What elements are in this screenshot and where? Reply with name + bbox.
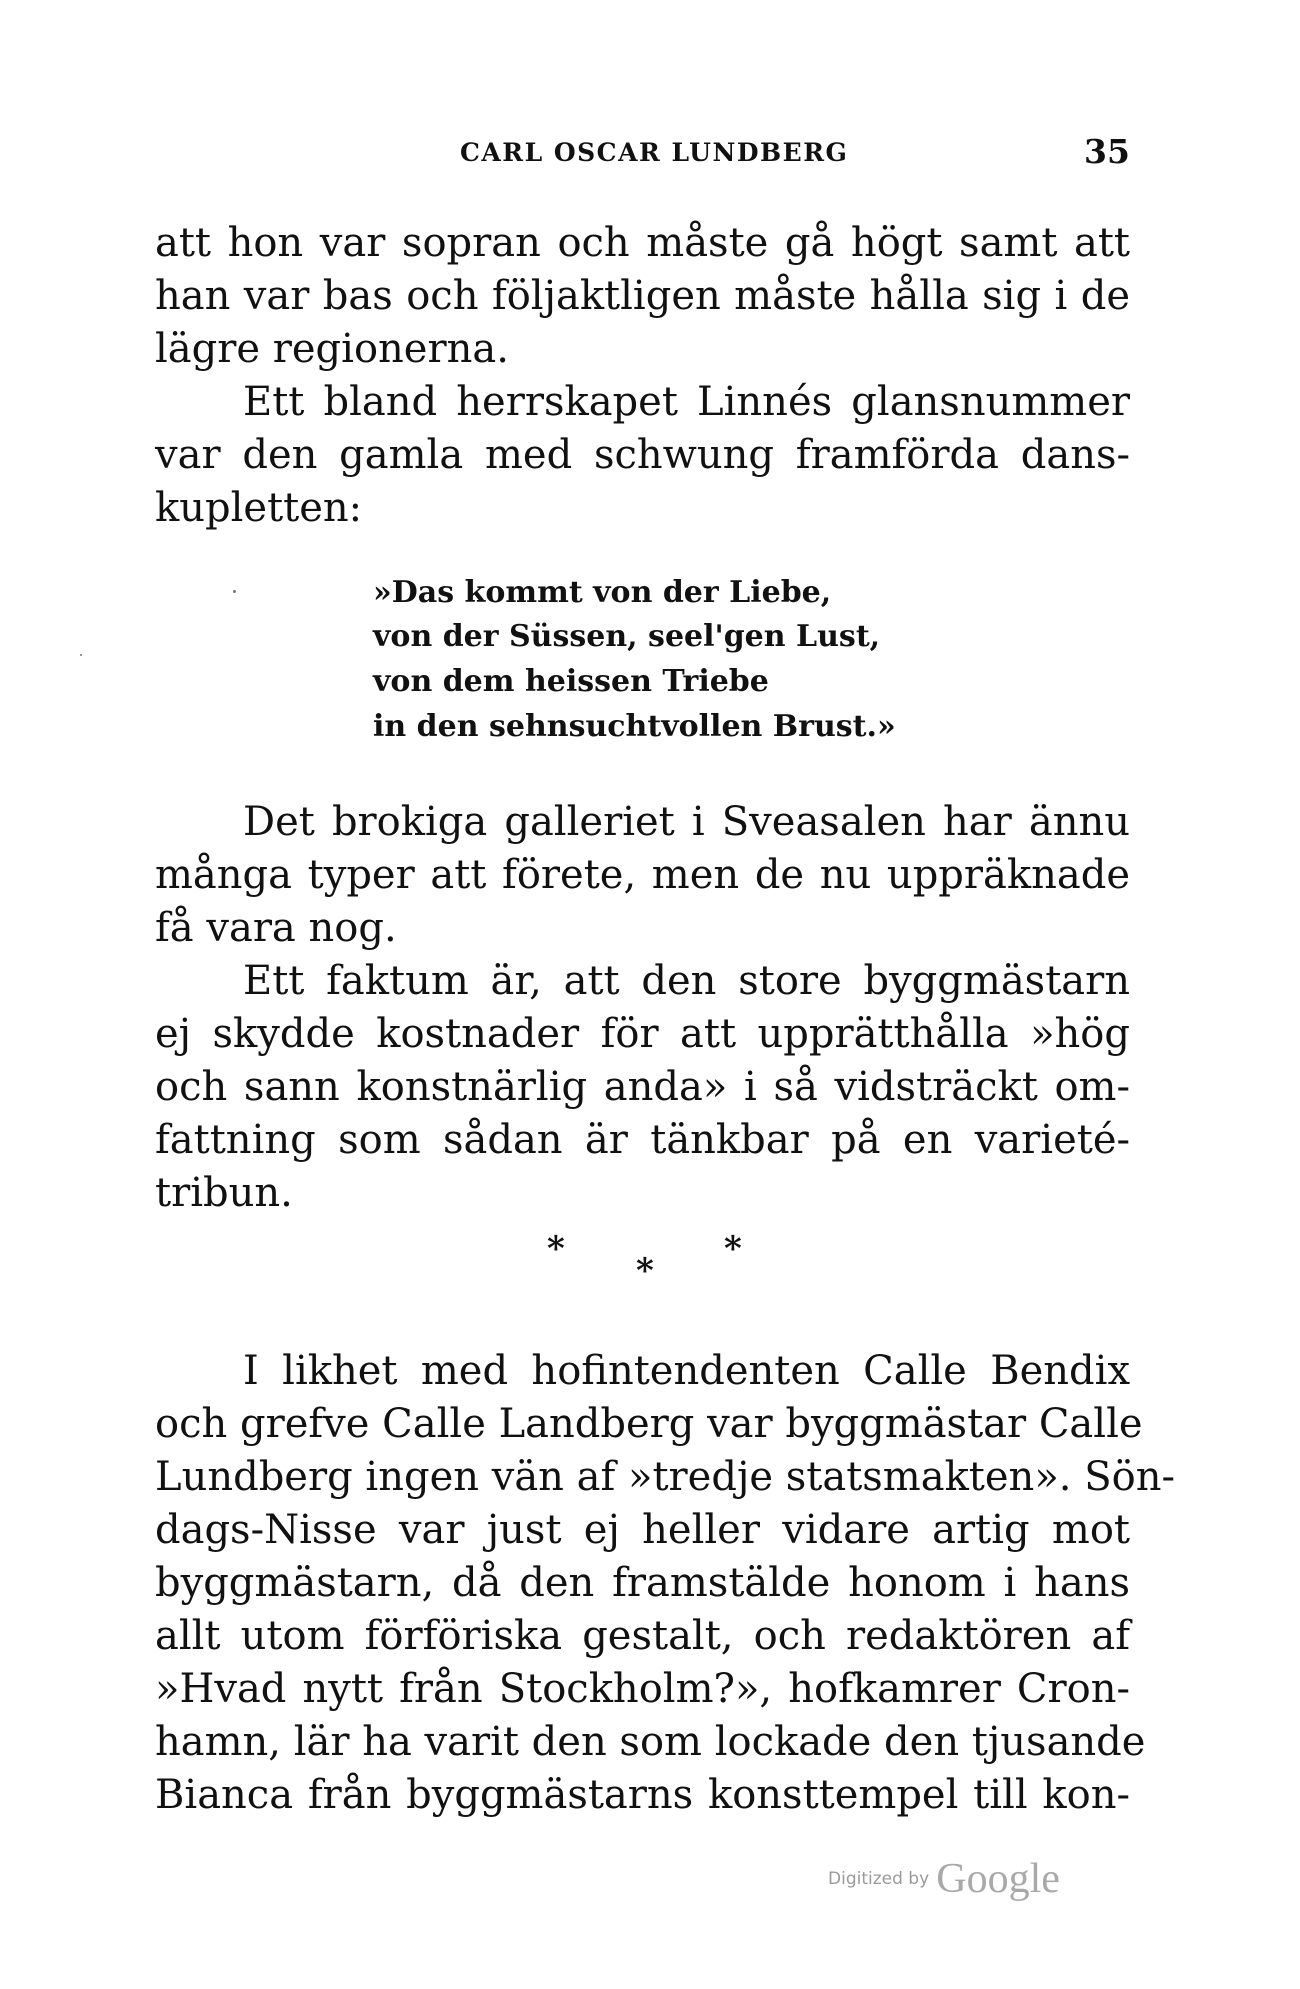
verse-line: »Das kommt von der Liebe,	[373, 575, 832, 610]
text-line: Det brokiga galleriet i Sveasalen har ännu	[243, 799, 1130, 845]
verse-line: in den sehnsuchtvollen Brust.»	[373, 709, 896, 744]
text-line: många typer att förete, men de nu uppräknade	[155, 852, 1130, 898]
text-line: »Hvad nytt från Stockholm?», hofkamrer Cron-	[155, 1666, 1130, 1712]
text-line: att hon var sopran och måste gå högt samt att	[155, 220, 1130, 266]
text-line: Bianca från byggmästarns konsttempel till kon-	[155, 1772, 1130, 1818]
text-line: och grefve Calle Landberg var byggmästar Calle	[155, 1401, 1143, 1447]
text-line: dags-Nisse var just ej heller vidare artig mot	[155, 1507, 1130, 1553]
text-line: byggmästarn, då den framstälde honom i hans	[155, 1560, 1130, 1606]
digitized-watermark	[828, 1855, 1060, 1903]
print-speck	[233, 590, 236, 593]
text-line: Ett faktum är, att den store byggmästarn	[243, 958, 1130, 1004]
text-line: var den gamla med schwung framförda dans-	[155, 432, 1130, 478]
text-line: allt utom förföriska gestalt, och redaktören af	[155, 1613, 1130, 1659]
verse-line: von dem heissen Triebe	[373, 664, 769, 699]
running-head: CARL OSCAR LUNDBERG	[460, 138, 849, 167]
text-line: tribun.	[155, 1170, 293, 1216]
print-speck	[80, 654, 82, 656]
text-line: ej skydde kostnader för att upprätthålla »hög	[155, 1011, 1130, 1057]
watermark-prefix: Digitized by	[828, 1869, 930, 1889]
text-line: och sann konstnärlig anda» i så vidsträckt om-	[155, 1064, 1130, 1110]
verse-line: von der Süssen, seel'gen Lust,	[373, 619, 881, 654]
text-line: få vara nog.	[155, 905, 397, 951]
text-line: lägre regionerna.	[155, 326, 509, 372]
separator-asterisk: *	[547, 1229, 565, 1269]
text-line: fattning som sådan är tänkbar på en varieté-	[155, 1117, 1130, 1163]
separator-asterisk: *	[724, 1229, 742, 1269]
text-line: Ett bland herrskapet Linnés glansnummer	[243, 379, 1130, 425]
text-line: hamn, lär ha varit den som lockade den tjusande	[155, 1719, 1146, 1765]
text-line: Lundberg ingen vän af »tredje statsmakten». Sön-	[155, 1454, 1175, 1500]
watermark-brand: Google	[936, 1856, 1060, 1902]
page-number: 35	[1084, 132, 1130, 171]
separator-asterisk: *	[636, 1251, 654, 1291]
text-line: I likhet med hofintendenten Calle Bendix	[243, 1348, 1130, 1394]
text-line: kupletten:	[155, 485, 363, 531]
text-line: han var bas och följaktligen måste hålla sig i de	[155, 273, 1130, 319]
